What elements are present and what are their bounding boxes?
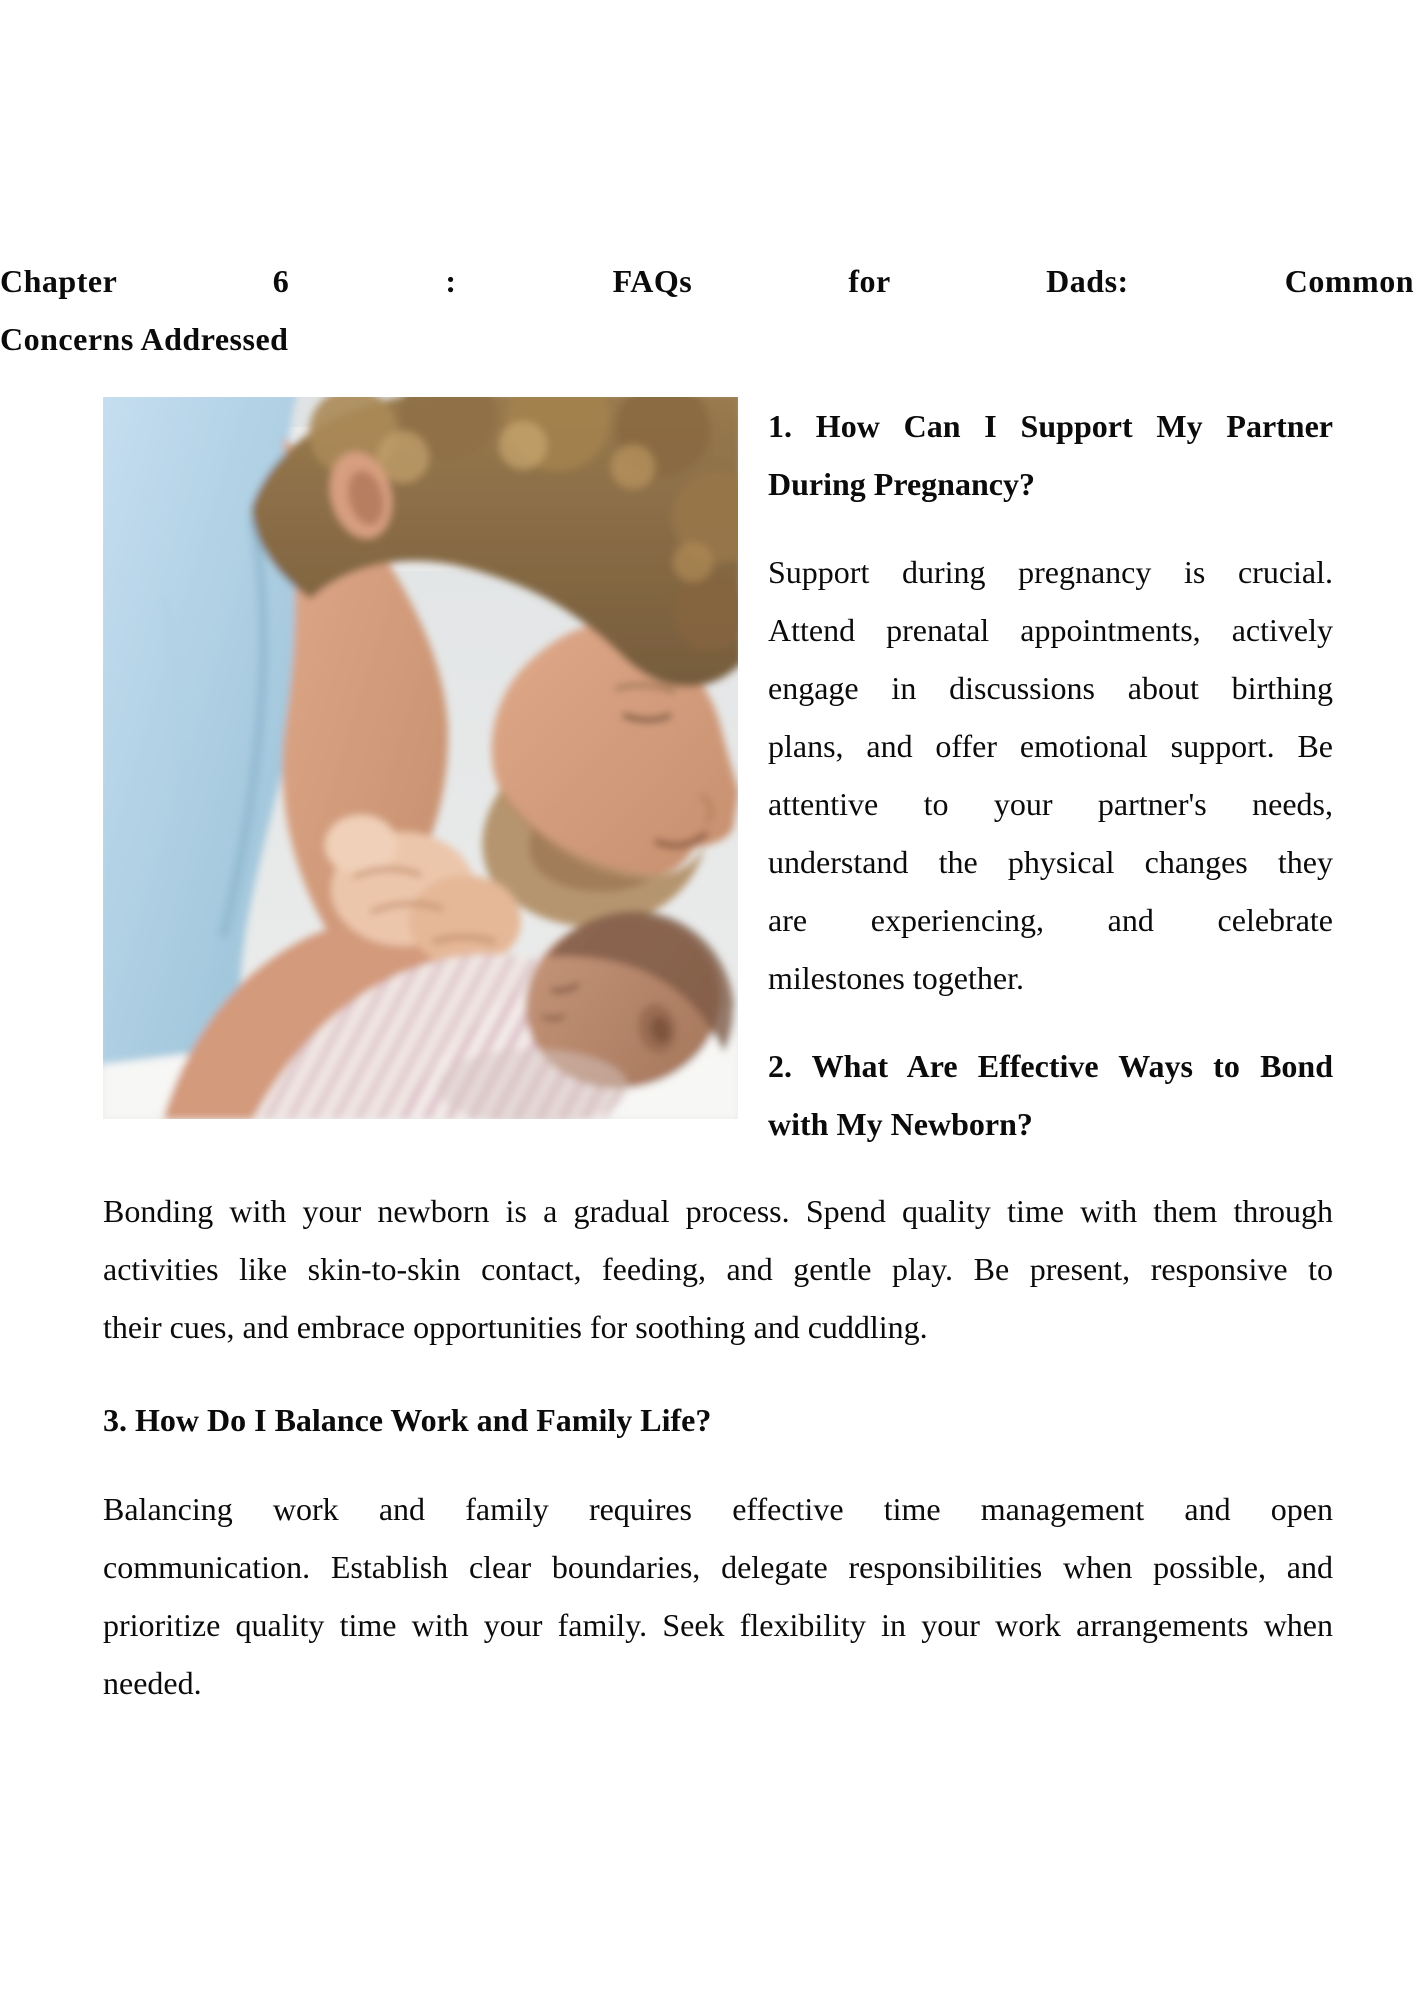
faq2-heading bbox=[768, 1037, 1333, 1153]
text-line: 1. How Can I Support My Partner bbox=[768, 408, 1333, 444]
text-line: Concerns Addressed bbox=[0, 321, 289, 357]
text-line: Attend prenatal appointments, actively bbox=[768, 612, 1333, 648]
text-line: Support during pregnancy is crucial. bbox=[768, 554, 1333, 590]
content-row bbox=[103, 397, 1333, 1153]
dad-baby-photo-illustration bbox=[103, 397, 738, 1119]
text-line: are experiencing, and celebrate bbox=[768, 902, 1333, 938]
text-line: attentive to your partner's needs, bbox=[768, 786, 1333, 822]
chapter-title bbox=[0, 0, 1414, 368]
faq3-body bbox=[103, 1480, 1333, 1712]
text-line: understand the physical changes they bbox=[768, 844, 1333, 880]
faq-column bbox=[768, 397, 1333, 1153]
text-line: communication. Establish clear boundaries, delegate responsibilities when possible, and bbox=[103, 1549, 1333, 1585]
faq3-heading bbox=[103, 1391, 1333, 1449]
faq1-body bbox=[768, 543, 1333, 1007]
text-line: prioritize quality time with your family. Seek flexibility in your work arrangements when bbox=[103, 1607, 1333, 1643]
text-line: During Pregnancy? bbox=[768, 466, 1035, 502]
text-line: their cues, and embrace opportunities for soothing and cuddling. bbox=[103, 1309, 928, 1345]
text-line: milestones together. bbox=[768, 960, 1024, 996]
dad-baby-photo bbox=[103, 397, 738, 1119]
text-line: Chapter 6 : FAQs for Dads: Common bbox=[0, 263, 1414, 299]
faq1-heading bbox=[768, 397, 1333, 513]
text-line: 3. How Do I Balance Work and Family Life? bbox=[103, 1402, 712, 1438]
text-line: activities like skin-to-skin contact, feeding, and gentle play. Be present, responsive to bbox=[103, 1251, 1333, 1287]
text-line: Bonding with your newborn is a gradual process. Spend quality time with them through bbox=[103, 1193, 1333, 1229]
text-line: with My Newborn? bbox=[768, 1106, 1033, 1142]
text-line: needed. bbox=[103, 1665, 202, 1701]
text-line: 2. What Are Effective Ways to Bond bbox=[768, 1048, 1333, 1084]
text-line: engage in discussions about birthing bbox=[768, 670, 1333, 706]
text-line: plans, and offer emotional support. Be bbox=[768, 728, 1333, 764]
text-line: Balancing work and family requires effective time management and open bbox=[103, 1491, 1333, 1527]
faq2-body bbox=[103, 1182, 1333, 1356]
